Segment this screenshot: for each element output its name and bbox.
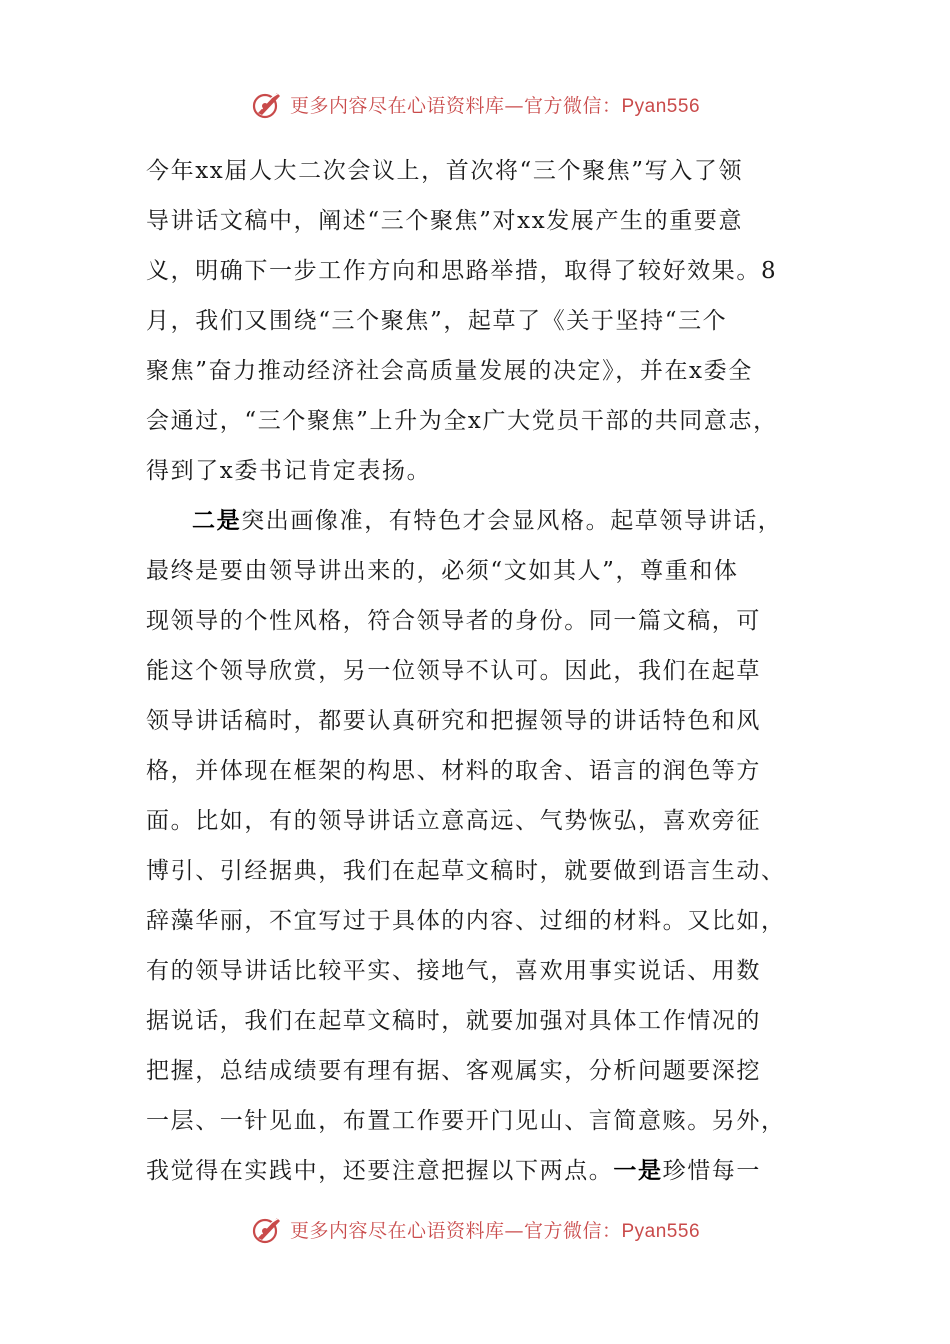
text-line: 我觉得在实践中，还要注意把握以下两点。一是珍惜每一 (146, 1158, 762, 1184)
text-line: 得到了x委书记肯定表扬。 (146, 458, 432, 484)
text-line: 辞藻华丽，不宜写过于具体的内容、过细的材料。又比如， (146, 908, 786, 934)
text-line: 导讲话文稿中，阐述“三个聚焦”对xx发展产生的重要意 (146, 208, 744, 234)
watermark-text: 更多内容尽在心语资料库—官方微信：Pyan556 (289, 94, 701, 117)
watermark-banner-top (0, 84, 950, 124)
text-line: 一层、一针见血，布置工作要开门见山、言简意赅。另外， (146, 1108, 786, 1134)
quill-pen-logo-icon (250, 1212, 284, 1246)
watermark-banner-bottom (0, 1209, 950, 1249)
watermark-text: 更多内容尽在心语资料库—官方微信：Pyan556 (289, 1219, 701, 1242)
text-line: 有的领导讲话比较平实、接地气，喜欢用事实说话、用数 (146, 958, 761, 984)
text-line: 会通过，“三个聚焦”上升为全x广大党员干部的共同意志， (146, 408, 778, 434)
text-line: 格，并体现在框架的构思、材料的取舍、语言的润色等方 (146, 758, 761, 784)
text-line: 月，我们又围绕“三个聚焦”，起草了《关于坚持“三个 (146, 308, 728, 334)
quill-pen-logo-icon (250, 87, 284, 121)
text-line: 据说话，我们在起草文稿时，就要加强对具体工作情况的 (146, 1008, 761, 1034)
text-line: 领导讲话稿时，都要认真研究和把握领导的讲话特色和风 (146, 708, 761, 734)
text-line: 面。比如，有的领导讲话立意高远、气势恢弘，喜欢旁征 (146, 808, 761, 834)
text-line: 最终是要由领导讲出来的，必须“文如其人”，尊重和体 (146, 558, 739, 584)
paragraph-start-line: 二是突出画像准，有特色才会显风格。起草领导讲话， (192, 508, 783, 534)
text-line: 博引、引经据典，我们在起草文稿时，就要做到语言生动、 (146, 858, 786, 884)
text-line: 聚焦”奋力推动经济社会高质量发展的决定》，并在x委全 (146, 358, 753, 384)
point-marker: 二是 (192, 508, 242, 534)
text-line: 能这个领导欣赏，另一位领导不认可。因此，我们在起草 (146, 658, 761, 684)
text-line: 今年xx届人大二次会议上，首次将“三个聚焦”写入了领 (146, 158, 744, 184)
text-line: 义，明确下一步工作方向和思路举措，取得了较好效果。8 (146, 258, 778, 284)
point-marker: 一是 (613, 1158, 663, 1184)
text-line: 把握，总结成绩要有理有据、客观属实，分析问题要深挖 (146, 1058, 761, 1084)
text-line: 现领导的个性风格，符合领导者的身份。同一篇文稿，可 (146, 608, 761, 634)
document-body (146, 146, 826, 1196)
